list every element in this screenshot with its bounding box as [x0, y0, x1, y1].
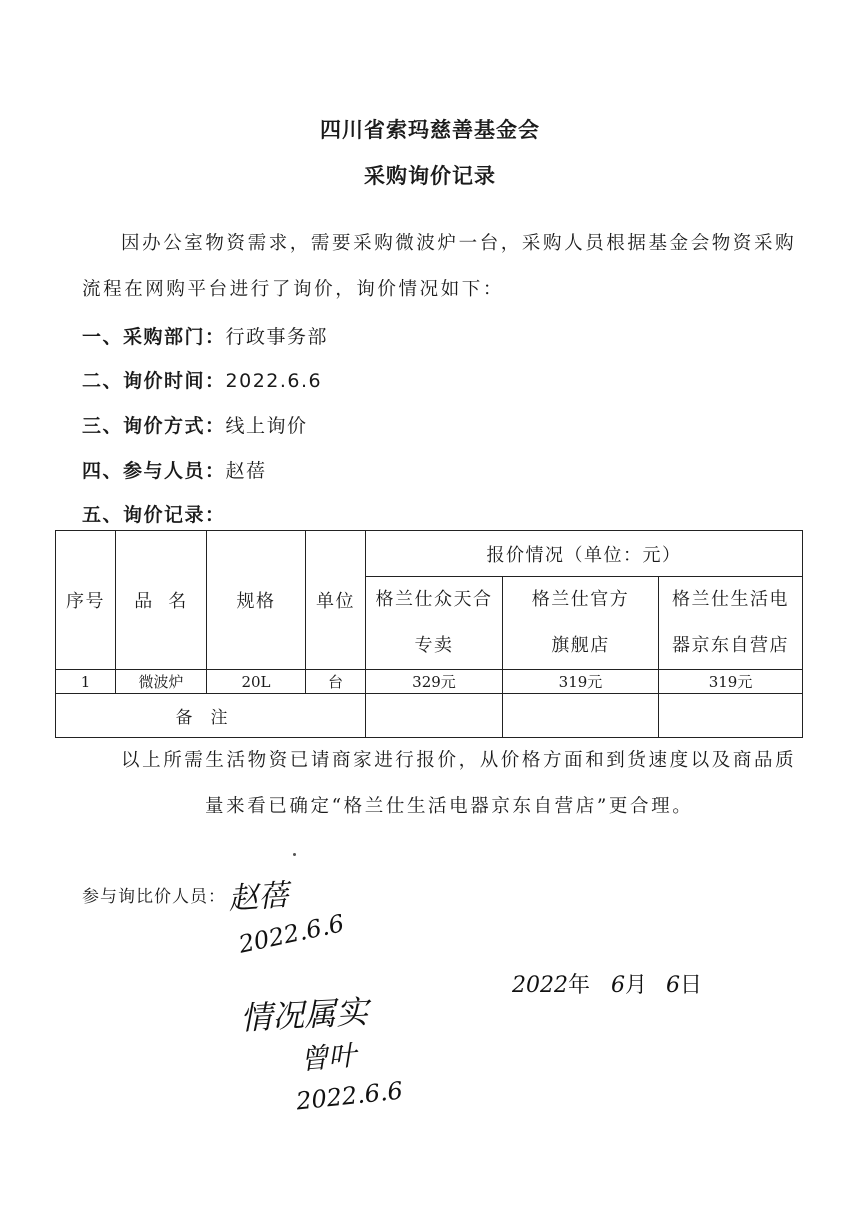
item-department — [82, 322, 328, 349]
item-inquiry-method-value: 线上询价 — [225, 415, 308, 437]
signer-1-signature: 赵蓓 — [227, 877, 290, 918]
intro-line-2: 流程在网购平台进行了询价，询价情况如下： — [82, 279, 505, 300]
col-header-spec: 规格 — [207, 531, 306, 670]
item-inquiry-record-label: 五、询价记录： — [82, 504, 226, 526]
remark-cell-3 — [659, 694, 803, 738]
col-header-unit: 单位 — [306, 531, 366, 670]
cell-price-3: 319元 — [659, 670, 803, 694]
item-inquiry-record — [82, 500, 226, 527]
item-participants — [82, 456, 267, 483]
document-title: 采购询价记录 — [364, 164, 496, 188]
remark-label: 备注 — [56, 694, 366, 738]
scan-speck — [293, 853, 296, 856]
date-year-suffix: 年 — [568, 973, 591, 998]
vendor-header-2 — [503, 577, 659, 670]
organization-title: 四川省索玛慈善基金会 — [320, 118, 540, 142]
vendor-2-line-1: 格兰仕官方 — [531, 589, 630, 610]
remark-cell-1 — [366, 694, 503, 738]
item-inquiry-time — [82, 366, 322, 393]
conclusion-line-1: 以上所需生活物资已请商家进行报价，从价格方面和到货速度以及商品质 — [121, 750, 797, 771]
inquiry-record-table — [55, 530, 803, 738]
date-day-suffix: 日 — [680, 973, 703, 998]
participants-signature-label: 参与询比价人员： — [82, 887, 226, 907]
item-participants-label: 四、参与人员： — [82, 460, 226, 482]
date-month-suffix: 月 — [625, 973, 648, 998]
signer-2-date: 2022.6.6 — [294, 1076, 405, 1116]
item-inquiry-time-value: 2022.6.6 — [225, 370, 323, 392]
price-group-header: 报价情况（单位：元） — [366, 531, 803, 577]
item-participants-value: 赵蓓 — [225, 460, 267, 482]
item-inquiry-time-label: 二、询价时间： — [82, 370, 226, 392]
vendor-header-3 — [659, 577, 803, 670]
vendor-1-line-1: 格兰仕众天合 — [375, 589, 493, 610]
vendor-3-line-1: 格兰仕生活电 — [672, 589, 789, 610]
signer-1-date: 2022.6.6 — [236, 909, 347, 959]
intro-line-1: 因办公室物资需求，需要采购微波炉一台，采购人员根据基金会物资采购 — [121, 233, 797, 254]
vendor-header-1 — [366, 577, 503, 670]
remark-row — [56, 694, 803, 738]
table-row — [56, 670, 803, 694]
date-year: 2022 — [512, 973, 568, 998]
remark-cell-2 — [503, 694, 659, 738]
conclusion-line-2: 量来看已确定“格兰仕生活电器京东自营店”更合理。 — [205, 796, 694, 817]
item-inquiry-method — [82, 411, 308, 438]
date-month: 6 — [611, 973, 626, 998]
cell-unit: 台 — [306, 670, 366, 694]
item-department-label: 一、采购部门： — [82, 326, 226, 348]
cell-no: 1 — [56, 670, 116, 694]
col-header-name: 品 名 — [116, 531, 207, 670]
col-header-no: 序号 — [56, 531, 116, 670]
handwritten-date — [512, 968, 702, 999]
item-department-value: 行政事务部 — [225, 326, 329, 348]
cell-price-1: 329元 — [366, 670, 503, 694]
vendor-1-line-2: 专卖 — [414, 635, 454, 656]
vendor-2-line-2: 旗舰店 — [551, 635, 610, 656]
date-day: 6 — [666, 973, 681, 998]
item-inquiry-method-label: 三、询价方式： — [82, 415, 226, 437]
cell-spec: 20L — [207, 670, 306, 694]
cell-price-2: 319元 — [503, 670, 659, 694]
approval-handwriting: 情况属实 — [239, 992, 370, 1038]
signer-2-signature: 曾叶 — [298, 1038, 358, 1077]
cell-name: 微波炉 — [116, 670, 207, 694]
vendor-3-line-2: 器京东自营店 — [672, 635, 789, 656]
